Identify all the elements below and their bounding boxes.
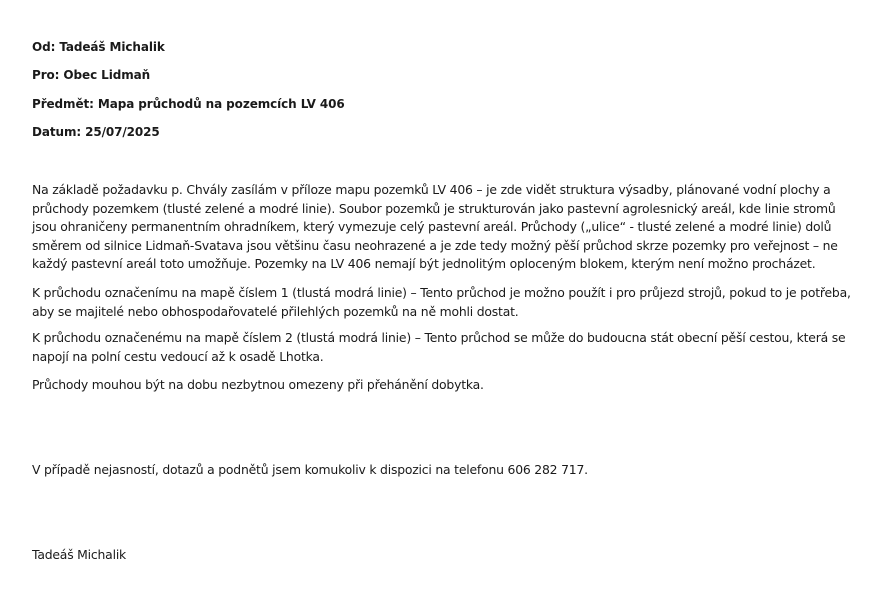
body-paragraph-passage-1: K průchodu označenímu na mapě číslem 1 (tlustá modrá linie) – Tento průchod je možno použít i pro průjezd strojů, pokud to je potřeba, aby se majitelé nebo obhospodařovatelé přilehlých pozemků na ně mohli dostat. — [32, 285, 851, 319]
signature: Tadeáš Michalik — [32, 547, 127, 562]
subject-line: Předmět: Mapa průchodů na pozemcích LV 406 — [32, 97, 345, 111]
contact-line: V případě nejasností, dotazů a podnětů jsem komukoliv k dispozici na telefonu 606 282 717. — [32, 462, 588, 477]
to-line: Pro: Obec Lidmaň — [32, 68, 151, 82]
from-line: Od: Tadeáš Michalik — [32, 40, 165, 54]
date-line: Datum: 25/07/2025 — [32, 125, 160, 139]
body-paragraph-restriction: Průchody mouhou být na dobu nezbytnou omezeny při přehánění dobytka. — [32, 377, 484, 392]
body-paragraph-intro: Na základě požadavku p. Chvály zasílám v příloze mapu pozemků LV 406 – je zde vidět struktura výsadby, plánované vodní plochy a průchody pozemkem (tlusté zelené a modré linie). Soubor pozemků je strukturován jako pastevní agrolesnický areál, kde linie stromů jsou ohraničeny permanentním ohradníkem, který vymezuje celý pastevní areál. Průchody („ulice“ - tlusté zelené a modré linie) dolů směrem od silnice Lidmaň-Svatava jsou většinu času neohrazené a je zde tedy možný pěší průchod skrze pozemky pro veřejnost – ne každý pastevní areál toto umožňuje. Pozemky na LV 406 nemají být jednolitým oploceným blokem, kterým není možno procházet. — [32, 182, 838, 271]
body-paragraph-passage-2: K průchodu označenému na mapě číslem 2 (tlustá modrá linie) – Tento průchod se může do budoucna stát obecní pěší cestou, která se napojí na polní cestu vedoucí až k osadě Lhotka. — [32, 330, 846, 364]
